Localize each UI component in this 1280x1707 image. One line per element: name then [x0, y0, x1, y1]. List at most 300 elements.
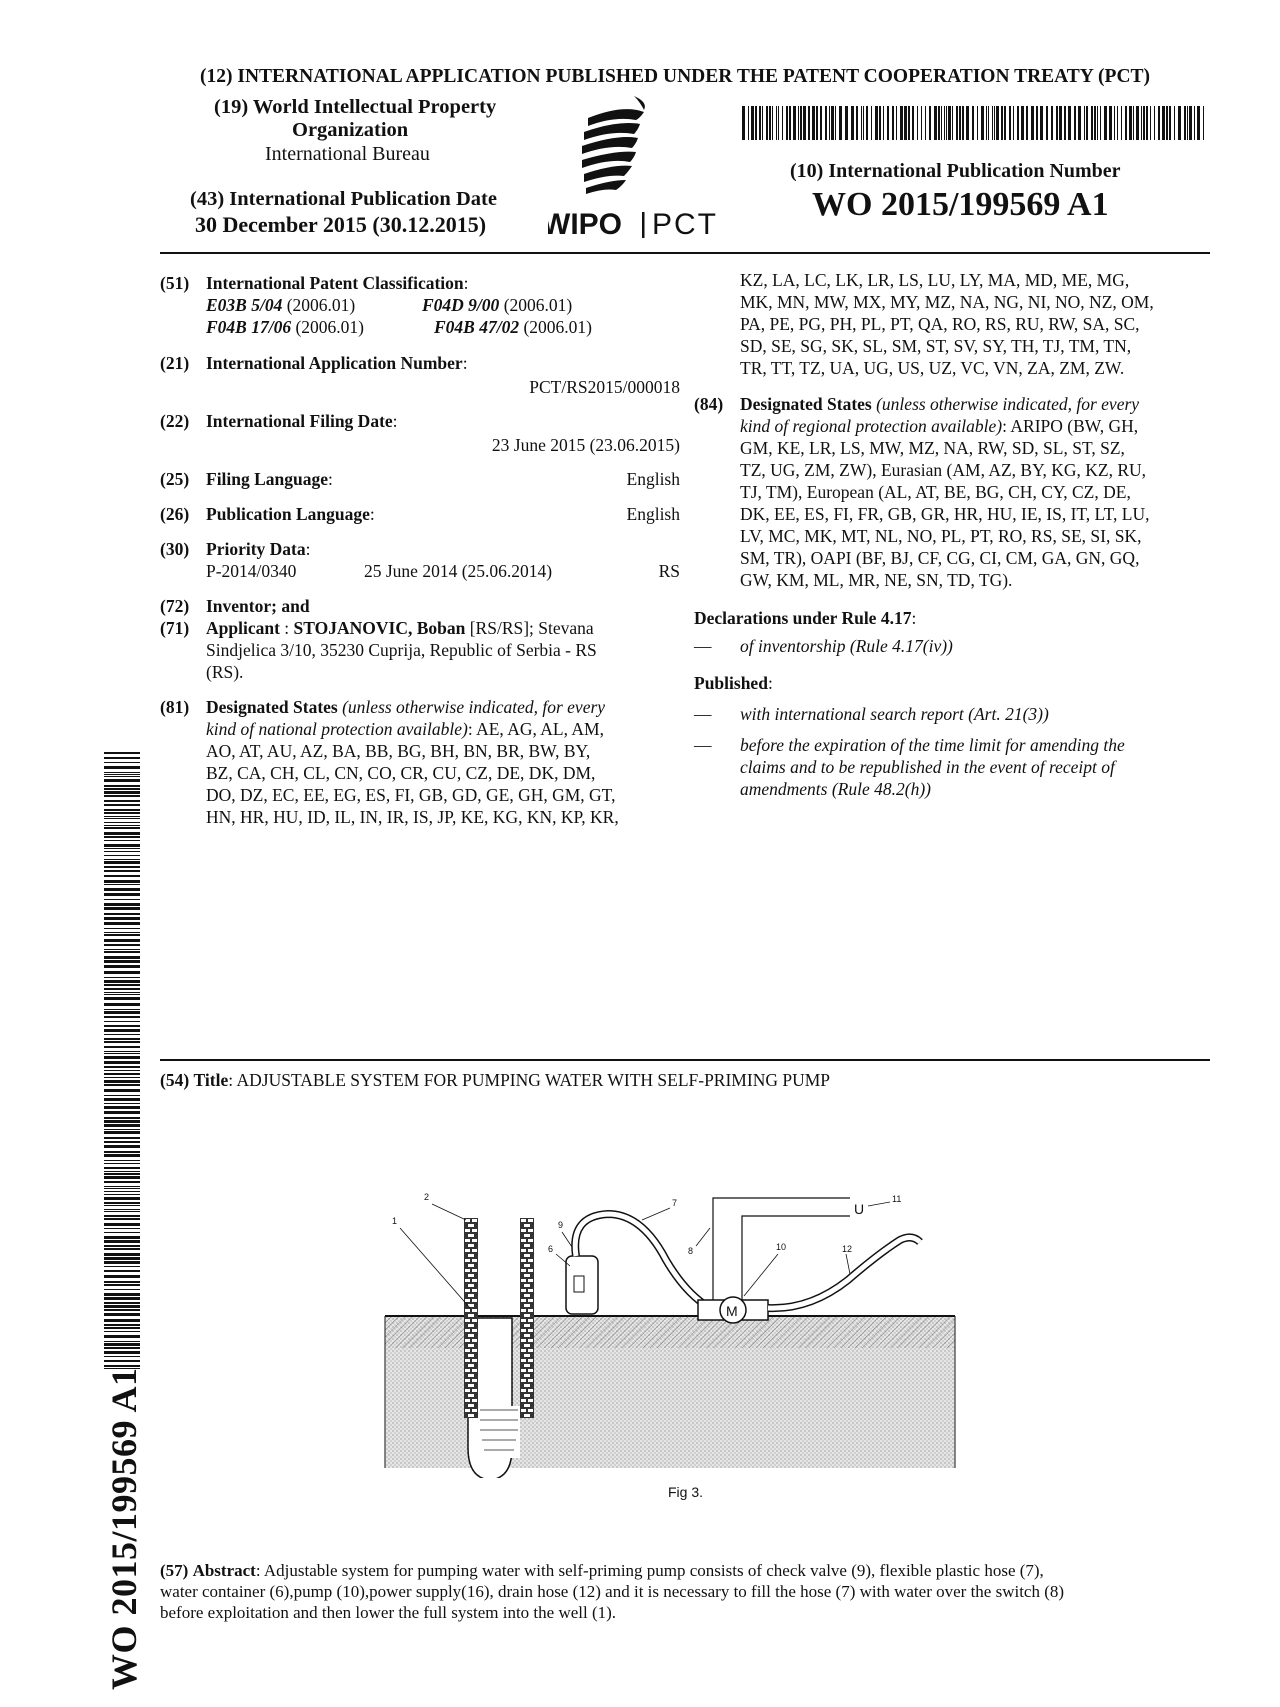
ipc-1 — [206, 295, 355, 316]
barcode-bar — [1084, 106, 1085, 140]
barcode-bar — [104, 951, 140, 953]
published-item-2-line-3: amendments (Rule 48.2(h)) — [740, 779, 931, 799]
priority-country: RS — [658, 561, 680, 581]
field-84-line-8: SM, TR), OAPI (BF, BJ, CF, CG, CI, CM, GA, GN, GQ, — [740, 548, 1140, 568]
barcode-bar — [977, 106, 978, 140]
field-22-label: International Filing Date — [206, 411, 393, 431]
check-valve — [574, 1276, 584, 1292]
barcode-bar — [1194, 106, 1195, 140]
barcode-bar — [769, 106, 771, 140]
barcode-bar — [104, 1351, 140, 1354]
barcode-bar — [1031, 106, 1034, 140]
field-72 — [160, 596, 680, 617]
power-supply-label: U — [854, 1201, 865, 1217]
barcode-bar — [104, 1360, 140, 1362]
title-top-divider — [160, 1059, 1210, 1061]
barcode-bar — [104, 1124, 140, 1127]
barcode-bar — [104, 965, 140, 968]
barcode-bar — [104, 1284, 140, 1286]
barcode-bar — [1091, 106, 1093, 140]
barcode-bar — [1158, 106, 1160, 140]
barcode-bar — [104, 785, 140, 787]
barcode-bar — [104, 844, 140, 847]
field-72-num: (72) — [160, 596, 190, 616]
ref-7: 7 — [672, 1198, 678, 1208]
barcode-bar — [104, 880, 140, 883]
abstract-line-1 — [160, 1560, 1220, 1581]
field-26-colon: : — [369, 504, 375, 524]
barcode-bar — [786, 106, 788, 140]
field-25-label: Filing Language — [206, 469, 329, 489]
barcode-bar — [912, 106, 914, 140]
motor-label: M — [726, 1303, 738, 1319]
abstract-text-1: : Adjustable system for pumping water with self-priming pump consists of check valve (9), flexible plastic hose (7), — [255, 1561, 1044, 1580]
barcode-bar — [104, 1257, 140, 1260]
field-22 — [160, 411, 680, 432]
barcode-bar — [104, 1111, 140, 1114]
barcode-bar — [104, 960, 140, 963]
barcode-bar — [959, 106, 961, 140]
field-81-cont-1: KZ, LA, LC, LK, LR, LS, LU, LY, MA, MD, ME, MG, — [740, 270, 1130, 290]
field-21-colon: : — [462, 353, 468, 373]
barcode-bar — [782, 106, 783, 140]
barcode-bar — [104, 779, 140, 782]
barcode-bar — [104, 791, 140, 794]
barcode-bar — [104, 917, 140, 920]
figure-caption: Fig 3. — [668, 1484, 704, 1500]
barcode-bar — [104, 866, 140, 868]
barcode-bar — [104, 1347, 140, 1349]
barcode-bar — [1150, 106, 1151, 140]
top-barcode — [742, 106, 1206, 140]
barcode-bar — [104, 1181, 140, 1183]
barcode-bar — [104, 932, 140, 933]
barcode-bar — [104, 812, 140, 814]
barcode-bar — [104, 1151, 140, 1153]
barcode-bar — [104, 1327, 140, 1329]
barcode-bar — [956, 106, 958, 140]
barcode-bar — [1040, 106, 1043, 140]
barcode-bar — [104, 1046, 140, 1048]
field-84-line-2 — [740, 416, 1138, 437]
field-84-line-7: LV, MC, MK, MT, NL, NO, PL, PT, RO, RS, SE, SI, SK, — [740, 526, 1142, 546]
abstract-num: (57) — [160, 1561, 189, 1580]
barcode-bar — [104, 988, 140, 990]
barcode-bar — [104, 903, 140, 906]
field-51-label: International Patent Classification — [206, 273, 464, 293]
field-25-value: English — [626, 469, 680, 489]
field-81-cont-2: MK, MN, MW, MX, MY, MZ, NA, NG, NI, NO, NZ, OM, — [740, 292, 1154, 312]
field-71 — [160, 618, 680, 639]
barcode-bar — [946, 106, 947, 140]
barcode-bar — [104, 1120, 140, 1123]
barcode-bar — [104, 800, 140, 802]
barcode-bar — [941, 106, 942, 140]
barcode-bar — [1064, 106, 1066, 140]
barcode-bar — [104, 939, 140, 942]
applicant-address-3: (RS). — [206, 662, 244, 682]
barcode-bar — [829, 106, 830, 140]
barcode-bar — [962, 106, 964, 140]
field-25-num: (25) — [160, 469, 190, 489]
barcode-bar — [766, 106, 768, 140]
barcode-bar — [104, 861, 140, 864]
field-81-num: (81) — [160, 697, 190, 717]
barcode-bar — [104, 884, 140, 885]
side-barcode-graphic — [104, 752, 140, 1372]
field-21-value: PCT/RS2015/000018 — [529, 377, 680, 397]
barcode-bar — [908, 106, 910, 140]
barcode-bar — [104, 840, 140, 841]
barcode-bar — [1001, 106, 1003, 140]
ipc-1-code: E03B 5/04 — [206, 295, 283, 315]
barcode-bar — [104, 1248, 140, 1250]
ipc-3-code: F04B 17/06 — [206, 317, 292, 337]
barcode-bar — [104, 825, 140, 826]
field-81-line-3: AO, AT, AU, AZ, BA, BB, BG, BH, BN, BR, BW, BY, — [206, 741, 591, 761]
barcode-graphic — [742, 106, 1206, 140]
applicant-address-1: [RS/RS]; Stevana — [465, 618, 594, 638]
barcode-bar — [104, 1080, 140, 1083]
well-casing-right — [520, 1218, 534, 1418]
barcode-bar — [1013, 106, 1014, 140]
barcode-bar — [104, 1061, 140, 1064]
header-divider — [160, 252, 1210, 254]
title-label: Title — [193, 1070, 229, 1090]
barcode-bar — [104, 1084, 140, 1086]
field-25-colon: : — [328, 469, 333, 489]
barcode-bar — [1184, 106, 1186, 140]
barcode-bar — [104, 1245, 140, 1247]
field-84-line-9: GW, KM, ML, MR, NE, SN, TD, TG). — [740, 570, 1013, 590]
published-colon: : — [767, 673, 773, 693]
barcode-bar — [803, 106, 806, 140]
field-84-num: (84) — [694, 394, 724, 414]
barcode-bar — [1189, 106, 1192, 140]
field-30-colon: : — [305, 539, 311, 559]
barcode-bar — [863, 106, 864, 140]
barcode-bar — [1056, 106, 1058, 140]
barcode-bar — [1117, 106, 1118, 140]
field-81-cont-5: TR, TT, TZ, UA, UG, US, UZ, VC, VN, ZA, ZM, ZW. — [740, 358, 1125, 378]
barcode-bar — [104, 1275, 140, 1278]
wipo-globe-icon — [548, 88, 738, 248]
published-label: Published — [694, 673, 768, 693]
barcode-bar — [104, 934, 140, 936]
barcode-bar — [772, 106, 773, 140]
barcode-bar — [104, 907, 140, 910]
abstract-line-2: water container (6),pump (10),power supply(16), drain hose (12) and it is necessary to fill the hose (7) with water over the switch (8) — [160, 1582, 1065, 1601]
field-81-line-4: BZ, CA, CH, CL, CN, CO, CR, CU, CZ, DE, DK, DM, — [206, 763, 596, 783]
barcode-bar — [104, 1297, 140, 1300]
pub-number-value: WO 2015/199569 A1 — [812, 186, 1109, 223]
barcode-bar — [1104, 106, 1107, 140]
barcode-bar — [104, 1194, 140, 1195]
field-71-num: (71) — [160, 618, 190, 638]
barcode-bar — [1136, 106, 1139, 140]
barcode-bar — [104, 1335, 140, 1338]
barcode-bar — [104, 848, 140, 849]
barcode-bar — [104, 795, 140, 797]
ref-11: 11 — [892, 1194, 902, 1204]
field-81 — [160, 697, 680, 718]
barcode-bar — [104, 1029, 140, 1032]
ref-6: 6 — [548, 1244, 554, 1254]
barcode-bar — [1121, 106, 1122, 140]
barcode-bar — [104, 762, 140, 763]
side-publication-number: WO 2015/199569 A1 — [104, 1367, 144, 1690]
barcode-bar — [104, 1154, 140, 1157]
barcode-bar — [1166, 106, 1168, 140]
published-item-1: with international search report (Art. 21(3)) — [740, 704, 1049, 724]
barcode-bar — [104, 1228, 140, 1229]
barcode-bar — [825, 106, 827, 140]
barcode-bar — [1021, 106, 1024, 140]
barcode-bar — [104, 997, 140, 1000]
field-81-qualifier-2: kind of national protection available) — [206, 719, 468, 739]
side-barcode — [104, 752, 140, 1372]
barcode-bar — [104, 1103, 140, 1104]
barcode-bar — [776, 106, 777, 140]
title-num: (54) — [160, 1070, 190, 1090]
wipo-logo-text: WIPO — [548, 208, 622, 241]
barcode-bar — [755, 106, 757, 140]
barcode-bar — [981, 106, 984, 140]
barcode-bar — [104, 899, 140, 900]
barcode-bar — [104, 804, 140, 806]
field-84-qualifier-2: kind of regional protection available) — [740, 416, 1003, 436]
barcode-bar — [104, 928, 140, 929]
published-item-2-line-2: claims and to be republished in the event of receipt of — [740, 757, 1115, 777]
barcode-bar — [104, 1145, 140, 1148]
barcode-bar — [751, 106, 754, 140]
barcode-bar — [938, 106, 940, 140]
barcode-bar — [104, 1129, 140, 1130]
barcode-bar — [892, 106, 894, 140]
field-26-label: Publication Language — [206, 504, 370, 524]
field-51 — [160, 273, 680, 294]
barcode-bar — [875, 106, 878, 140]
barcode-bar — [104, 859, 140, 860]
published-heading — [694, 673, 773, 694]
barcode-bar — [104, 913, 140, 915]
barcode-bar — [104, 788, 140, 790]
barcode-bar — [104, 1188, 140, 1189]
barcode-bar — [104, 1331, 140, 1332]
barcode-bar — [104, 1095, 140, 1096]
abstract-label: Abstract — [192, 1561, 256, 1580]
barcode-bar — [104, 875, 140, 877]
barcode-bar — [917, 106, 918, 140]
pct-heading: (12) INTERNATIONAL APPLICATION PUBLISHED UNDER THE PATENT COOPERATION TREATY (PCT) — [200, 66, 1151, 87]
barcode-bar — [904, 106, 907, 140]
barcode-bar — [1097, 106, 1098, 140]
barcode-bar — [1059, 106, 1062, 140]
barcode-bar — [104, 893, 140, 896]
barcode-bar — [1125, 106, 1127, 140]
barcode-bar — [1114, 106, 1115, 140]
declaration-dash: — — [694, 636, 712, 656]
barcode-bar — [948, 106, 951, 140]
field-26 — [160, 504, 680, 525]
field-84-qualifier-1: (unless otherwise indicated, for every — [871, 394, 1140, 414]
barcode-bar — [1174, 106, 1175, 140]
field-81-line-2 — [206, 719, 604, 740]
barcode-bar — [104, 1171, 140, 1172]
barcode-bar — [992, 106, 993, 140]
field-30-label: Priority Data — [206, 539, 306, 559]
field-71-colon: : — [279, 618, 294, 638]
ipc-3 — [206, 317, 364, 338]
barcode-bar — [104, 956, 140, 959]
declarations-colon: : — [911, 608, 917, 628]
barcode-bar — [762, 106, 763, 140]
barcode-bar — [1109, 106, 1112, 140]
barcode-bar — [1086, 106, 1088, 140]
barcode-bar — [104, 1098, 140, 1101]
org-line-3: International Bureau — [265, 143, 430, 165]
barcode-bar — [1074, 106, 1076, 140]
barcode-bar — [104, 1141, 140, 1143]
barcode-bar — [104, 757, 140, 759]
barcode-bar — [861, 106, 862, 140]
barcode-bar — [104, 1053, 140, 1054]
barcode-bar — [104, 1209, 140, 1210]
barcode-bar — [104, 1025, 140, 1027]
barcode-bar — [104, 1289, 140, 1290]
barcode-bar — [104, 1253, 140, 1256]
barcode-bar — [104, 1218, 140, 1220]
barcode-bar — [896, 106, 897, 140]
barcode-bar — [929, 106, 931, 140]
field-84-line-3: GM, KE, LR, LS, MW, MZ, NA, RW, SD, SL, ST, SZ, — [740, 438, 1125, 458]
field-84-states-1: : ARIPO (BW, GH, — [1002, 416, 1139, 436]
barcode-bar — [104, 1167, 140, 1169]
barcode-bar — [1133, 106, 1134, 140]
barcode-bar — [952, 106, 953, 140]
barcode-bar — [104, 832, 140, 835]
barcode-bar — [1036, 106, 1038, 140]
barcode-bar — [1017, 106, 1019, 140]
barcode-bar — [104, 1011, 140, 1014]
field-21 — [160, 353, 680, 374]
barcode-bar — [104, 809, 140, 811]
ipc-2-code: F04D 9/00 — [422, 295, 500, 315]
priority-date: 25 June 2014 (25.06.2014) — [364, 561, 553, 581]
field-81-cont-3: PA, PE, PG, PH, PL, PT, QA, RO, RS, RU, RW, SA, SC, — [740, 314, 1140, 334]
barcode-bar — [793, 106, 796, 140]
barcode-bar — [104, 888, 140, 891]
field-22-colon: : — [392, 411, 398, 431]
barcode-bar — [1178, 106, 1181, 140]
ref-12: 12 — [842, 1244, 853, 1254]
barcode-bar — [856, 106, 858, 140]
field-30 — [160, 539, 680, 560]
barcode-bar — [104, 774, 140, 775]
barcode-bar — [104, 1041, 140, 1043]
field-51-colon: : — [463, 273, 469, 293]
field-21-label: International Application Number — [206, 353, 463, 373]
barcode-bar — [748, 106, 749, 140]
field-81-line-5: DO, DZ, EC, EE, EG, ES, FI, GB, GD, GE, GH, GM, GT, — [206, 785, 616, 805]
barcode-bar — [104, 1240, 140, 1243]
barcode-bar — [104, 1176, 140, 1179]
barcode-bar — [104, 949, 140, 950]
barcode-bar — [1203, 106, 1204, 140]
barcode-bar — [104, 1038, 140, 1040]
barcode-bar — [871, 106, 872, 140]
barcode-bar — [1162, 106, 1165, 140]
barcode-bar — [866, 106, 868, 140]
field-84-line-6: DK, EE, ES, FI, FR, GB, GR, HR, HU, IE, IS, IT, LT, LU, — [740, 504, 1150, 524]
pub-date-value: 30 December 2015 (30.12.2015) — [195, 212, 487, 237]
barcode-bar — [104, 1056, 140, 1059]
barcode-bar — [104, 1324, 140, 1326]
ipc-2 — [422, 295, 572, 316]
barcode-bar — [972, 106, 974, 140]
barcode-bar — [986, 106, 987, 140]
barcode-bar — [1129, 106, 1132, 140]
field-26-num: (26) — [160, 504, 190, 524]
barcode-bar — [1141, 106, 1142, 140]
barcode-bar — [1004, 106, 1006, 140]
barcode-bar — [104, 1211, 140, 1212]
barcode-bar — [996, 106, 999, 140]
wipo-logo — [548, 88, 738, 248]
barcode-bar — [104, 992, 140, 993]
ipc-3-date: (2006.01) — [291, 317, 364, 337]
barcode-bar — [104, 1302, 140, 1304]
barcode-bar — [1187, 106, 1188, 140]
barcode-bar — [104, 1186, 140, 1187]
barcode-bar — [1143, 106, 1145, 140]
abstract-line-3: before exploitation and then lower the full system into the well (1). — [160, 1603, 617, 1622]
barcode-bar — [104, 1223, 140, 1226]
barcode-bar — [104, 977, 140, 978]
barcode-bar — [104, 822, 140, 823]
barcode-bar — [104, 1089, 140, 1092]
barcode-bar — [1169, 106, 1171, 140]
pub-date-label: (43) International Publication Date — [190, 188, 497, 210]
barcode-bar — [759, 106, 761, 140]
ref-1: 1 — [392, 1216, 398, 1226]
barcode-bar — [1197, 106, 1200, 140]
barcode-bar — [808, 106, 810, 140]
barcode-bar — [1154, 106, 1155, 140]
declarations-label: Declarations under Rule 4.17 — [694, 608, 912, 628]
field-71-label: Applicant — [206, 618, 280, 638]
barcode-bar — [900, 106, 903, 140]
barcode-bar — [104, 1305, 140, 1308]
barcode-bar — [104, 1021, 140, 1022]
barcode-bar — [104, 1266, 140, 1267]
field-84-line-4: TZ, UG, ZM, ZW), Eurasian (AM, AZ, BY, KG, KZ, RU, — [740, 460, 1147, 480]
barcode-bar — [104, 816, 140, 817]
barcode-bar — [104, 1131, 140, 1134]
barcode-bar — [1078, 106, 1081, 140]
barcode-bar — [1094, 106, 1096, 140]
barcode-bar — [883, 106, 884, 140]
barcode-bar — [104, 1137, 140, 1139]
barcode-bar — [104, 836, 140, 838]
barcode-bar — [104, 1261, 140, 1264]
barcode-bar — [104, 1232, 140, 1233]
barcode-bar — [104, 1309, 140, 1311]
barcode-bar — [1026, 106, 1028, 140]
barcode-bar — [104, 922, 140, 925]
field-84-label: Designated States — [740, 394, 872, 414]
barcode-bar — [104, 1356, 140, 1357]
